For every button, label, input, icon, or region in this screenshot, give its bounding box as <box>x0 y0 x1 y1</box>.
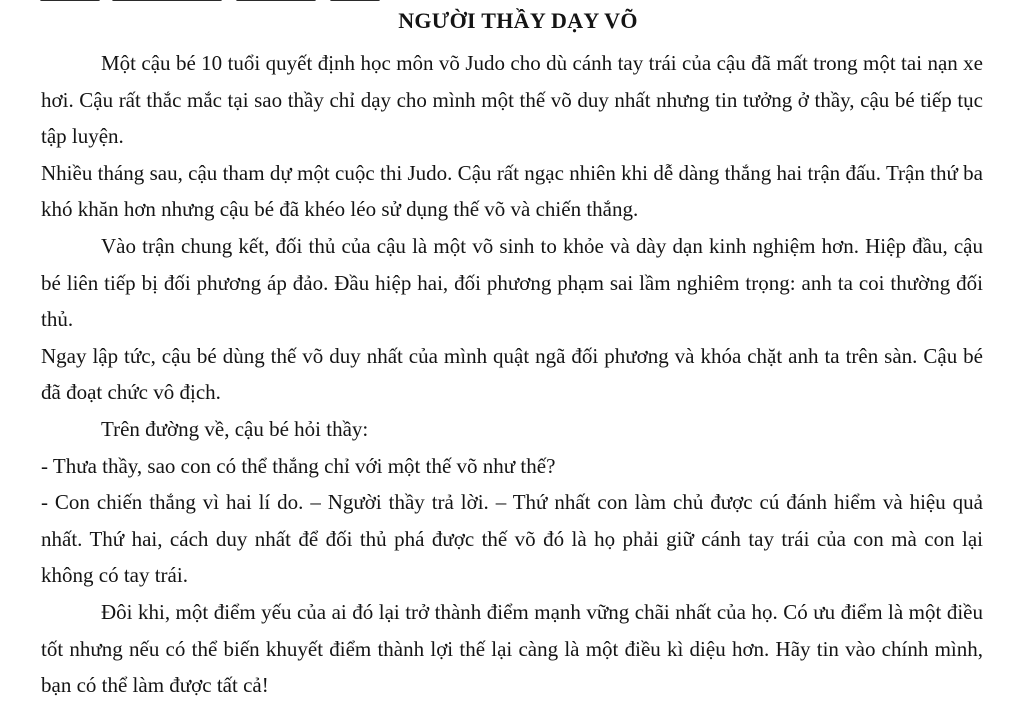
cropped-previous-line <box>40 0 380 4</box>
paragraph-2: Nhiều tháng sau, cậu tham dự một cuộc thi Judo. Cậu rất ngạc nhiên khi dễ dàng thắng hai trận đấu. Trận thứ ba khó khăn hơn nhưng cậu bé đã khéo léo sử dụng thế võ và chiến thắng. <box>41 160 983 222</box>
paragraph-1: Một cậu bé 10 tuổi quyết định học môn võ Judo cho dù cánh tay trái của cậu đã mất trong một tai nạn xe hơi. Cậu rất thắc mắc tại sao thầy chỉ dạy cho mình một thế võ duy nhất nhưng tin tưởng ở thầy, cậu bé tiếp tục tập luyện. <box>41 51 983 149</box>
dialogue-line-1: - Thưa thầy, sao con có thể thắng chỉ với một thế võ như thế? <box>41 453 556 478</box>
dialogue-line-2: - Con chiến thắng vì hai lí do. – Người thầy trả lời. – Thứ nhất con làm chủ được cú đánh hiểm và hiệu quả nhất. Thứ hai, cách duy nhất để đối thủ phá được thế võ đó là họ phải giữ cánh tay trái của con mà con lại không có tay trái. <box>41 490 983 588</box>
paragraph-3: Vào trận chung kết, đối thủ của cậu là một võ sinh to khỏe và dày dạn kinh nghiệm hơn. Hiệp đầu, cậu bé liên tiếp bị đối phương áp đảo. Đầu hiệp hai, đối phương phạm sai lầm nghiêm trọng: anh ta coi thường đối thủ. <box>41 233 983 332</box>
document-title: NGƯỜI THẦY DẠY VÕ <box>398 8 638 33</box>
paragraph-conclusion: Đôi khi, một điểm yếu của ai đó lại trở thành điểm mạnh vững chãi nhất của họ. Có ưu điểm là một điều tốt nhưng nếu có thể biến khuyết điểm thành lợi thế lại càng là một điều kì diệu hơn. Hãy tin vào chính mình, bạn có thể làm được tất cả! <box>41 599 983 698</box>
paragraph-4: Ngay lập tức, cậu bé dùng thế võ duy nhất của mình quật ngã đối phương và khóa chặt anh ta trên sàn. Cậu bé đã đoạt chức vô địch. <box>41 343 983 405</box>
paragraph-5: Trên đường về, cậu bé hỏi thầy: <box>101 416 369 441</box>
document-body <box>41 45 983 704</box>
